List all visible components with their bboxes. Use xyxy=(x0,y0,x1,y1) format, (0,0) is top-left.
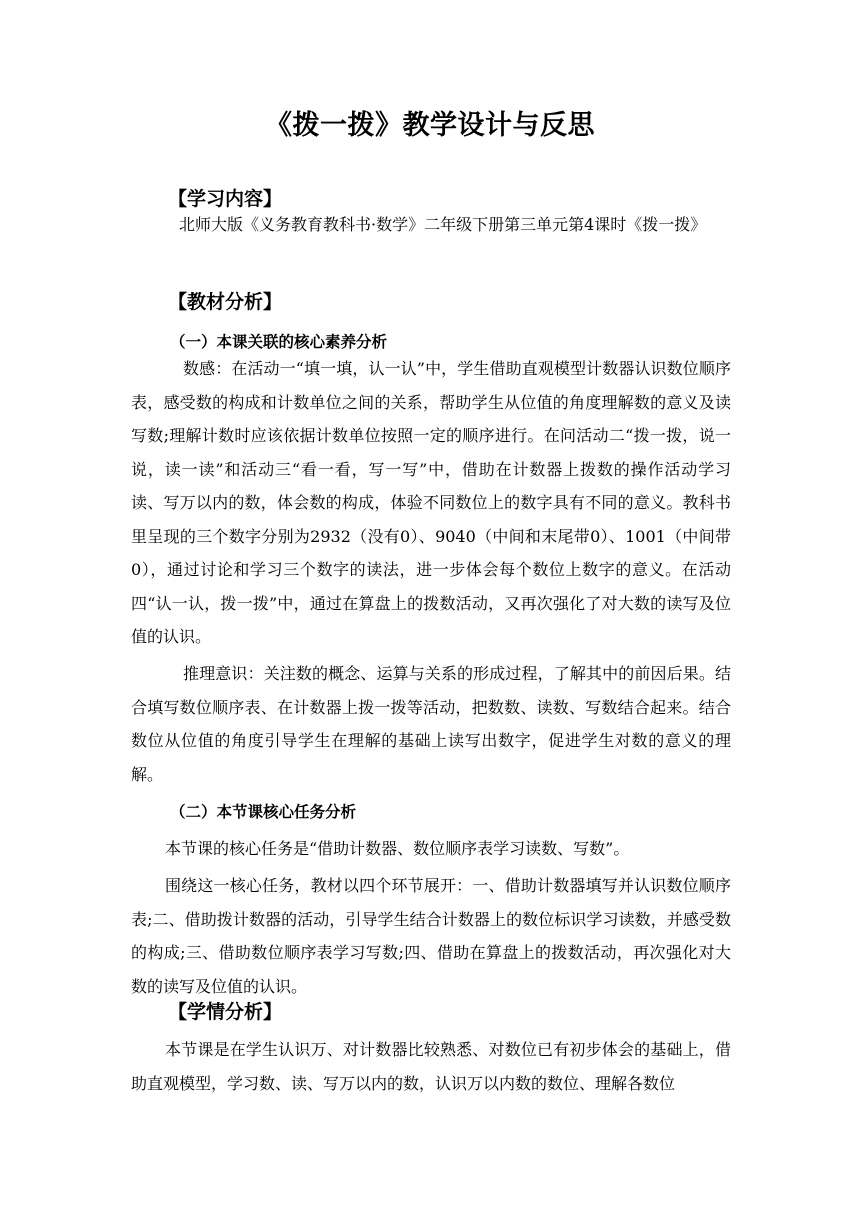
section-heading-learning-content: 【学习内容】 xyxy=(168,188,283,210)
section-heading-student-analysis: 【学情分析】 xyxy=(168,1001,283,1023)
section-heading-material-analysis: 【教材分析】 xyxy=(168,291,283,313)
subsection-heading-core-literacy: （一）本课关联的核心素养分析 xyxy=(170,333,388,351)
paragraph-core-task: 本节课的核心任务是“借助计数器、数位顺序表学习读数、写数”。 xyxy=(165,839,630,858)
learning-content-text: 北师大版《义务教育教科书·数学》二年级下册第三单元第4课时《拨一拨》 xyxy=(179,215,707,234)
document-title: 《拨一拨》教学设计与反思 xyxy=(265,110,595,141)
paragraph-student-analysis: 本节课是在学生认识万、对计数器比较熟悉、对数位已有初步体会的基础上，借助直观模型，学习数、读、写万以内的数，认识万以内数的数位、理解各数位 xyxy=(131,1040,731,1093)
paragraph-four-stages: 围绕这一核心任务，教材以四个环节展开：一、借助计数器填写并认识数位顺序表;二、借助拨计数器的活动，引导学生结合计数器上的数位标识学习读数，并感受数的构成;三、借助数位顺序表学习写数;四、借助在算盘上的拨数活动，再次强化对大数的读写及位值的认识。 xyxy=(131,876,731,996)
subsection-heading-core-task: （二）本节课核心任务分析 xyxy=(170,803,357,821)
paragraph-reasoning-awareness: 推理意识：关注数的概念、运算与关系的形成过程，了解其中的前因后果。结合填写数位顺序表、在计数器上拨一拨等活动，把数数、读数、写数结合起来。结合数位从位值的角度引导学生在理解的基础上读写出数字，促进学生对数的意义的理解。 xyxy=(131,664,731,784)
paragraph-number-sense: 数感：在活动一“填一填，认一认”中，学生借助直观模型计数器认识数位顺序表，感受数的构成和计数单位之间的关系，帮助学生从位值的角度理解数的意义及读写数;理解计数时应该依据计数单位按照一定的顺序进行。在问活动二“拨一拨，说一说，读一读”和活动三“看一看，写一写”中，借助在计数器上拨数的操作活动学习读、写万以内的数，体会数的构成，体验不同数位上的数字具有不同的意义。教科书里呈现的三个数字分别为2932（没有0）、9040（中间和末尾带0）、1001（中间带0），通过讨论和学习三个数字的读法，进一步体会每个数位上数字的意义。在活动四“认一认，拨一拨”中，通过在算盘上的拨数活动，又再次强化了对大数的读写及位值的认识。 xyxy=(131,359,731,646)
